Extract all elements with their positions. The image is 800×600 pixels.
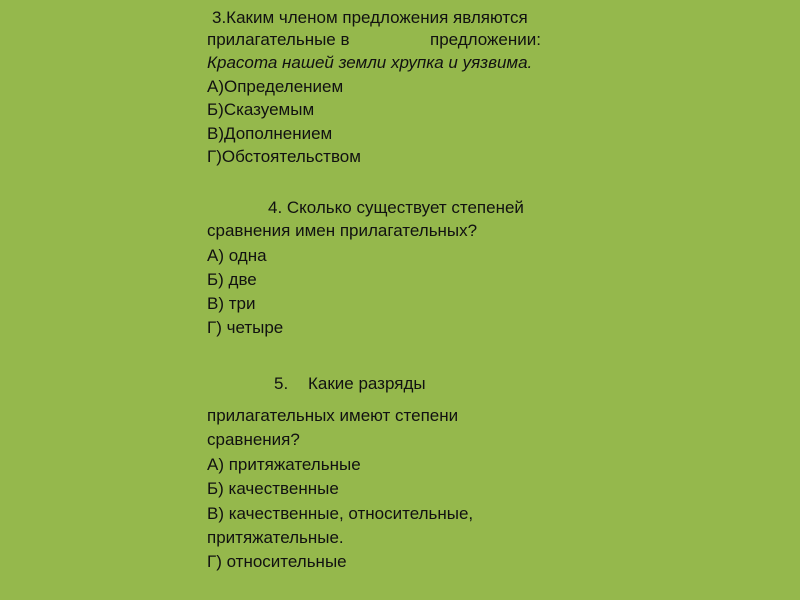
question-5-answer-c: В) качественные, относительные, <box>207 504 474 523</box>
question-3-answer-a: А)Определением <box>207 77 344 96</box>
question-4-answer-d: Г) четыре <box>207 318 284 337</box>
question-5-line-2: прилагательных имеют степени <box>207 406 459 425</box>
question-3-line-2b: предложении: <box>430 30 541 49</box>
question-3-answer-b: Б)Сказуемым <box>207 100 315 119</box>
question-5-answer-b: Б) качественные <box>207 479 339 498</box>
question-5-line-3: сравнения? <box>207 430 300 449</box>
question-4-line-1: 4. Сколько существует степеней <box>268 198 524 217</box>
question-5-number: 5. <box>274 374 289 393</box>
question-3-line-1: 3.Каким членом предложения являются <box>212 8 528 27</box>
question-4-answer-a: А) одна <box>207 246 267 265</box>
question-4-answer-b: Б) две <box>207 270 257 289</box>
question-5-answer-d: Г) относительные <box>207 552 347 571</box>
question-5-line-1: Какие разряды <box>308 374 426 393</box>
question-3-answer-d: Г)Обстоятельством <box>207 147 361 166</box>
question-3-answer-c: В)Дополнением <box>207 124 333 143</box>
question-3-sentence: Красота нашей земли хрупка и уязвима. <box>207 53 533 72</box>
question-3-line-2a: прилагательные в <box>207 30 350 49</box>
question-5-answer-c-cont: притяжательные. <box>207 528 344 547</box>
question-5-answer-a: А) притяжательные <box>207 455 361 474</box>
question-4-line-2: сравнения имен прилагательных? <box>207 221 478 240</box>
question-4-answer-c: В) три <box>207 294 256 313</box>
